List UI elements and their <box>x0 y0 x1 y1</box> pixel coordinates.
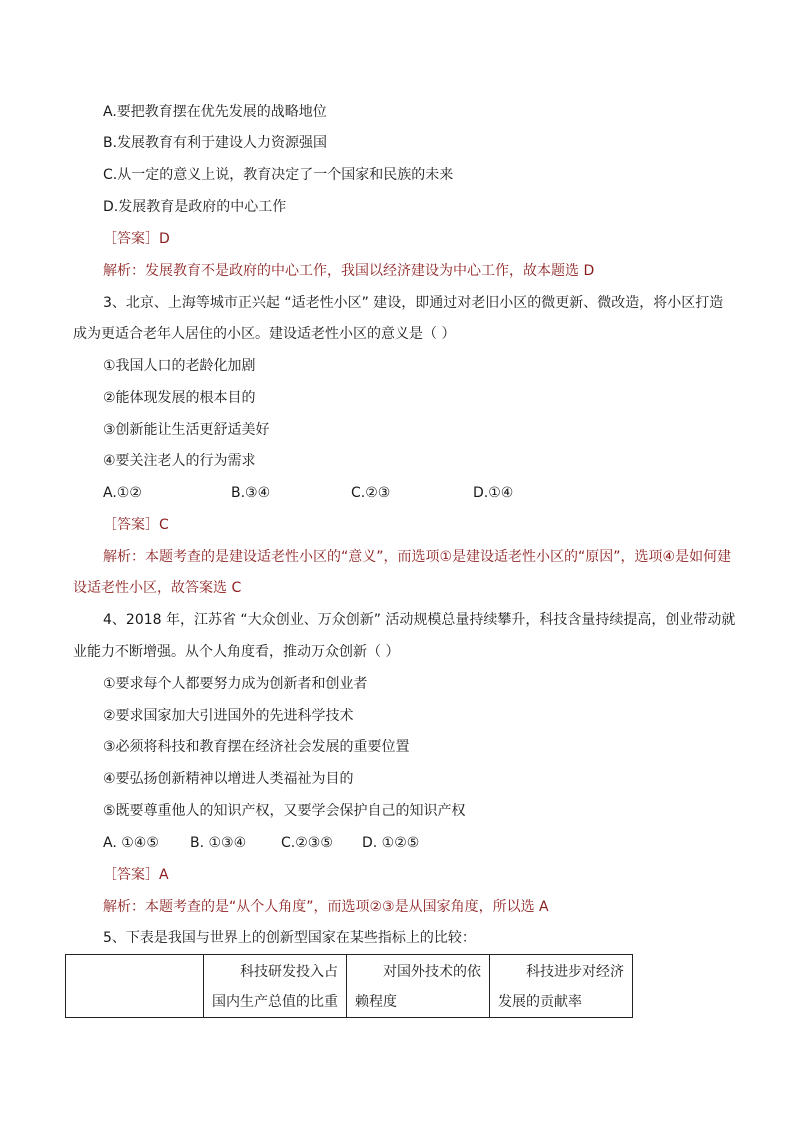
q4-choice-d: D. ①②⑤ <box>362 835 420 851</box>
q3-item-1: ①我国人口的老龄化加剧 <box>103 358 256 374</box>
q2-answer: ［答案］D <box>103 231 170 247</box>
q4-choice-b: B. ①③④ <box>190 835 247 851</box>
q3-choice-d: D.①④ <box>473 485 514 501</box>
q3-choice-c: C.②③ <box>351 485 391 501</box>
q3-choice-b: B.③④ <box>231 485 271 501</box>
q3-item-3: ③创新能让生活更舒适美好 <box>103 422 270 438</box>
q2-option-b: B.发展教育有利于建设人力资源强国 <box>103 135 328 151</box>
q3-analysis-line2: 设适老性小区，故答案选 C <box>73 580 242 596</box>
q4-item-1: ①要求每个人都要努力成为创新者和创业者 <box>103 676 368 692</box>
table-header-contribution-rate: 科技进步对经济 发展的贡献率 <box>490 955 633 1018</box>
q3-choice-a: A.①② <box>103 485 142 501</box>
comparison-table <box>65 954 633 1018</box>
q5-stem: 5、下表是我国与世界上的创新型国家在某些指标上的比较： <box>103 930 476 946</box>
q2-option-c: C.从一定的意义上说，教育决定了一个国家和民族的未来 <box>103 167 454 183</box>
q4-choice-c: C.②③⑤ <box>281 835 333 851</box>
q4-stem-line2: 业能力不断增强。从个人角度看，推动万众创新（ ） <box>73 644 400 660</box>
q4-item-4: ④要弘扬创新精神以增进人类福祉为目的 <box>103 771 354 787</box>
q3-stem-line1: 3、北京、上海等城市正兴起 “适老性小区” 建设，即通过对老旧小区的微更新、微改造，将小区打造 <box>103 295 724 311</box>
q2-option-a: A.要把教育摆在优先发展的战略地位 <box>103 104 327 120</box>
q3-item-4: ④要关注老人的行为需求 <box>103 453 256 469</box>
q4-analysis: 解析：本题考查的是“从个人角度”，而选项②③是从国家角度，所以选 A <box>103 899 549 915</box>
q4-answer: ［答案］A <box>103 867 169 883</box>
q4-item-3: ③必须将科技和教育摆在经济社会发展的重要位置 <box>103 739 410 755</box>
table-header-foreign-dependence: 对国外技术的依 赖程度 <box>347 955 490 1018</box>
q4-item-2: ②要求国家加大引进国外的先进科学技术 <box>103 708 354 724</box>
q2-option-d: D.发展教育是政府的中心工作 <box>103 199 287 215</box>
q4-choice-a: A. ①④⑤ <box>103 835 159 851</box>
table-row <box>66 955 633 1018</box>
table-header-rd-ratio: 科技研发投入占 国内生产总值的比重 <box>204 955 347 1018</box>
q2-analysis: 解析：发展教育不是政府的中心工作，我国以经济建设为中心工作，故本题选 D <box>103 263 595 279</box>
q4-stem-line1: 4、2018 年，江苏省 “大众创业、万众创新” 活动规模总量持续攀升，科技含量持续提高，创业带动就 <box>103 612 736 628</box>
q4-item-5: ⑤既要尊重他人的知识产权，又要学会保护自己的知识产权 <box>103 803 466 819</box>
q3-item-2: ②能体现发展的根本目的 <box>103 390 256 406</box>
q3-answer: ［答案］C <box>103 517 169 533</box>
table-cell-empty <box>66 955 204 1018</box>
q3-analysis-line1: 解析：本题考查的是建设适老性小区的“意义”，而选项①是建设适老性小区的“原因”，选项④是如何建 <box>103 549 732 565</box>
q3-stem-line2: 成为更适合老年人居住的小区。建设适老性小区的意义是（ ） <box>73 326 456 342</box>
